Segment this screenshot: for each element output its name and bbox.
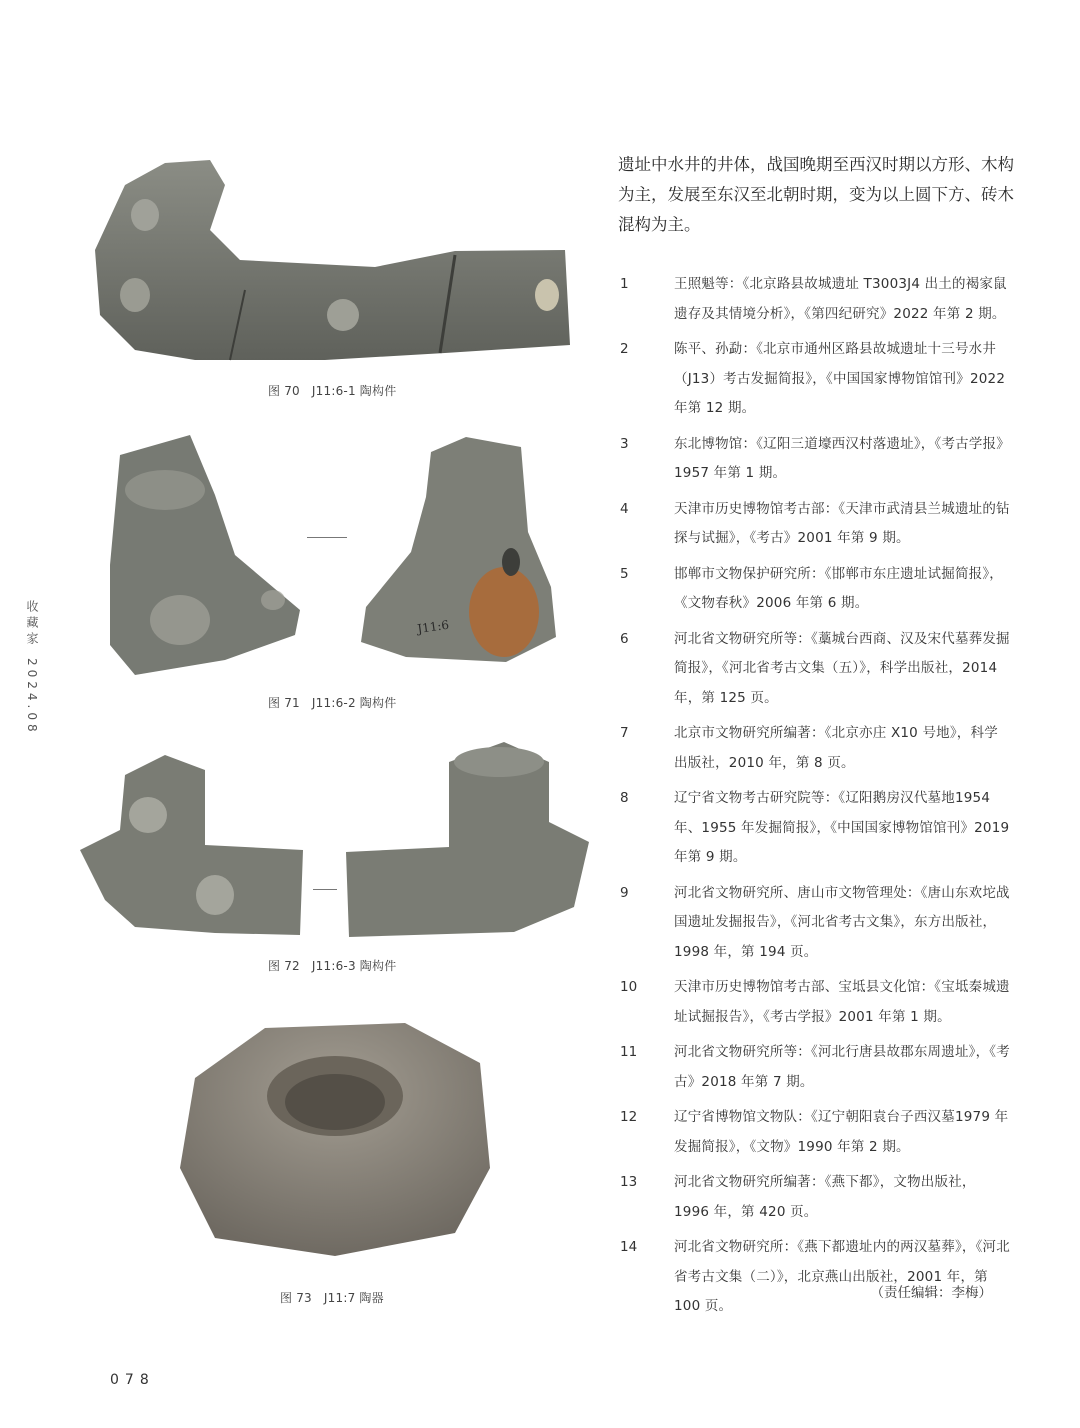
reference-number: 9 (620, 884, 629, 901)
reference-text: 辽宁省文物考古研究院等：《辽阳鹅房汉代墓地1954 年、1955 年发掘简报》，《中国国家博物馆馆刊》2019 年第 9 期。 (674, 790, 1010, 865)
reference-number: 12 (620, 1109, 638, 1125)
reference-item (620, 973, 1010, 1032)
reference-item (620, 784, 1010, 873)
reference-item (620, 560, 1010, 619)
figure-73-caption: 图 73 J11:7 陶器 (280, 1291, 384, 1305)
svg-text:J11:6: J11:6 (416, 617, 450, 636)
reference-list (620, 270, 1010, 1328)
reference-number: 13 (620, 1174, 638, 1190)
reference-number: 11 (620, 1044, 638, 1060)
reference-number: 1 (620, 276, 629, 292)
figure-72-right-image (344, 742, 592, 937)
reference-item (620, 625, 1010, 714)
reference-item (620, 335, 1010, 424)
figure-72-caption: 图 72 J11:6-3 陶构件 (268, 959, 397, 973)
reference-text: 天津市历史博物馆考古部：《天津市武清县兰城遗址的钻探与试掘》，《考古》2001 年第 9 期。 (674, 500, 1010, 546)
running-head (24, 600, 40, 736)
reference-number: 3 (620, 435, 629, 452)
reference-text: 王照魁等：《北京路县故城遗址 T3003J4 出土的褐家鼠遗存及其情境分析》，《第四纪研究》2022 年第 2 期。 (674, 276, 1007, 322)
magazine-name: 收藏家 (25, 600, 39, 648)
reference-number: 7 (620, 725, 629, 741)
reference-text: 辽宁省博物馆文物队：《辽宁朝阳袁台子西汉墓1979 年发掘简报》，《文物》1990 年第 2 期。 (674, 1109, 1009, 1155)
reference-number: 14 (620, 1239, 638, 1255)
page-number: 078 (110, 1372, 155, 1388)
figure-71-divider (307, 537, 347, 538)
reference-text: 河北省文物研究所、唐山市文物管理处：《唐山东欢坨战国遗址发掘报告》，《河北省考古文集》，东方出版社，1998 年，第 194 页。 (674, 884, 1010, 960)
reference-text: 天津市历史博物馆考古部、宝坻县文化馆：《宝坻秦城遗址试掘报告》，《考古学报》2001 年第 1 期。 (674, 979, 1010, 1025)
reference-item (620, 1168, 1010, 1227)
editor-credit: （责任编辑：李梅） (870, 1285, 992, 1301)
reference-item (620, 879, 1010, 968)
reference-item (620, 270, 1010, 329)
reference-item (620, 430, 1010, 489)
reference-number: 8 (620, 790, 629, 806)
figure-70-image (85, 155, 575, 370)
figure-72-divider (313, 889, 337, 890)
intro-text: 遗址中水井的井体，战国晚期至西汉时期以方形、木构为主，发展至东汉至北朝时期，变为以上圆下方、砖木混构为主。 (618, 155, 1014, 234)
reference-text: 河北省文物研究所等：《藁城台西商、汉及宋代墓葬发掘简报》，《河北省考古文集（五）》，科学出版社，2014 年，第 125 页。 (674, 630, 1010, 706)
reference-text: 北京市文物研究所编著：《北京亦庄 X10 号地》，科学出版社，2010 年，第 8 页。 (674, 725, 998, 771)
figure-71-right-image (356, 437, 566, 672)
reference-text: 东北博物馆：《辽阳三道壕西汉村落遗址》，《考古学报》1957 年第 1 期。 (674, 435, 1010, 481)
reference-text: 邯郸市文物保护研究所：《邯郸市东庄遗址试掘简报》，《文物春秋》2006 年第 6 期。 (674, 565, 1003, 611)
figure-71-left-image (105, 435, 305, 680)
reference-item (620, 495, 1010, 554)
figure-73-image (175, 1018, 495, 1258)
reference-text: 河北省文物研究所：《燕下都遗址内的两汉墓葬》，《河北省考古文集（二）》，北京燕山出版社，2001 年，第 100 页。 (674, 1239, 1010, 1314)
reference-item (620, 1103, 1010, 1162)
reference-item (620, 719, 1010, 778)
reference-number: 5 (620, 565, 629, 582)
reference-number: 2 (620, 341, 629, 357)
intro-paragraph (618, 150, 1038, 240)
figure-70-caption: 图 70 J11:6-1 陶构件 (268, 384, 397, 398)
reference-text: 河北省文物研究所编著：《燕下都》，文物出版社，1996 年，第 420 页。 (674, 1174, 976, 1220)
reference-number: 4 (620, 500, 629, 517)
reference-text: 河北省文物研究所等：《河北行唐县故郡东周遗址》，《考古》2018 年第 7 期。 (674, 1044, 1010, 1090)
figure-71-caption: 图 71 J11:6-2 陶构件 (268, 696, 397, 710)
reference-number: 6 (620, 630, 629, 647)
figure-72-left-image (75, 755, 307, 940)
reference-number: 10 (620, 979, 638, 995)
reference-text: 陈平、孙勐：《北京市通州区路县故城遗址十三号水井（J13）考古发掘简报》，《中国国家博物馆馆刊》2022 年第 12 期。 (674, 341, 1006, 416)
issue-date: 2024.08 (25, 658, 39, 736)
reference-item (620, 1038, 1010, 1097)
reference-item (620, 1233, 1010, 1322)
